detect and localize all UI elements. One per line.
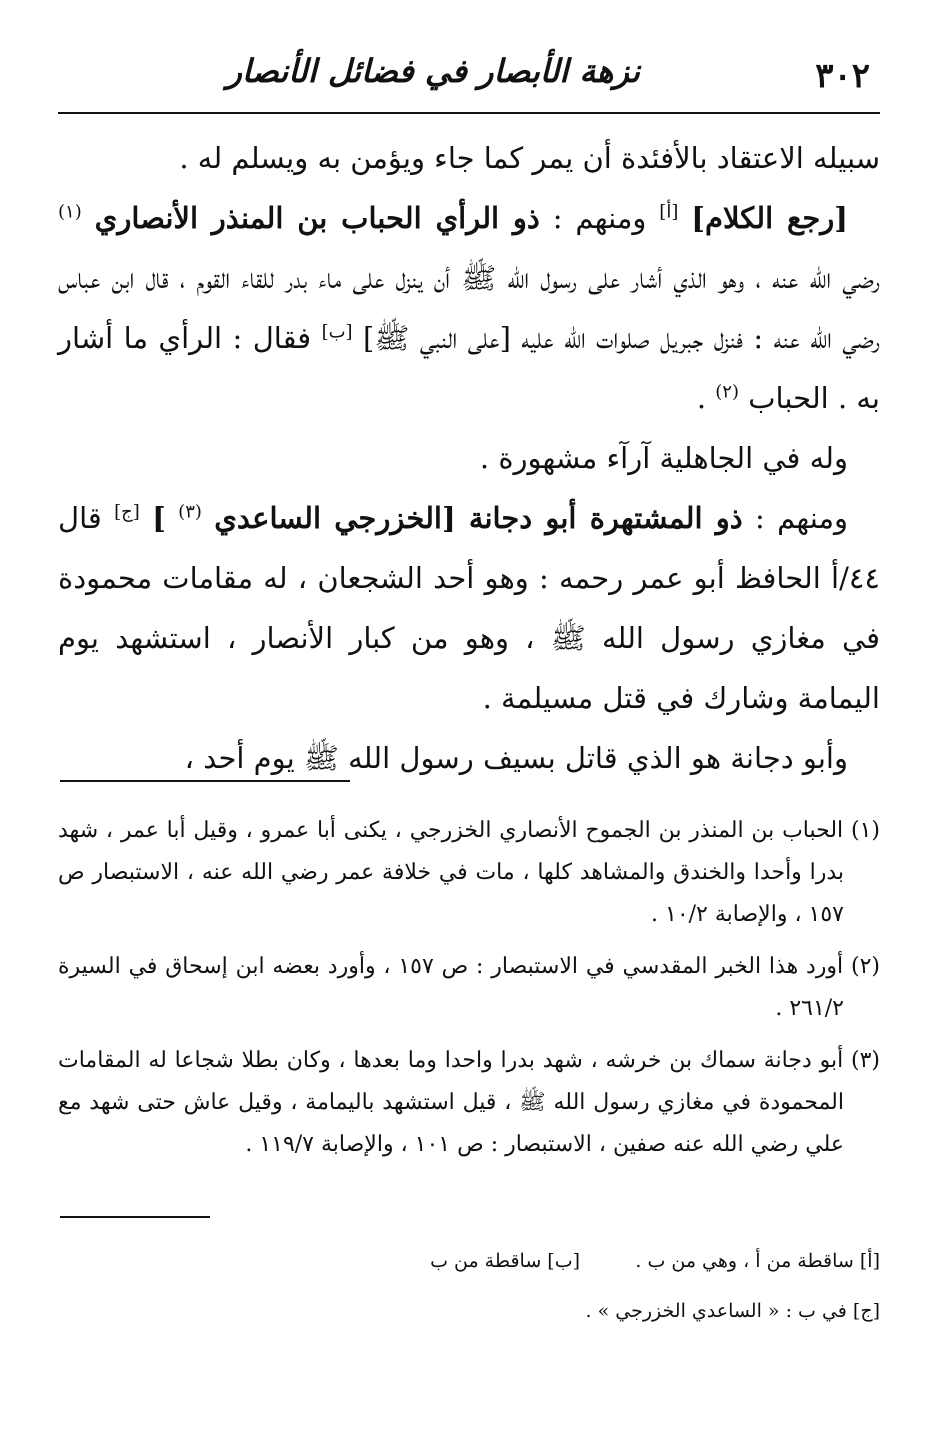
running-title: نزهة الأبصار في فضائل الأنصار bbox=[226, 52, 640, 90]
bold-heading: ذو الرأي الحباب بن المنذر الأنصاري bbox=[94, 201, 540, 235]
main-text bbox=[58, 128, 880, 788]
bold-heading: ذو المشتهرة أبو دجانة [الخزرجي الساعدي bbox=[214, 501, 743, 535]
variants-row bbox=[58, 1286, 880, 1336]
paragraph-5 bbox=[58, 728, 880, 788]
editorial-bracket: [رجع الكلام] bbox=[691, 201, 849, 235]
footnote-marker: (٢) bbox=[715, 381, 739, 403]
text-run: ومنهم : bbox=[539, 201, 647, 235]
paragraph-3 bbox=[58, 428, 880, 488]
footnote-3: (٣) أبو دجانة سماك بن خرشه ، شهد بدرا واحدا وما بعدها ، وكان بطلا شجاعا له المقامات المحمودة في مغازي رسول الله ﷺ ، قيل استشهد باليمامة ، وقيل عاش حتى شهد مع علي رضي الله عنه صفين ، الاستبصار : ص ١٠١ ، والإصابة ١١٩/٧ . bbox=[58, 1048, 880, 1157]
variant-note-b: [ب] ساقطة من ب bbox=[430, 1250, 580, 1272]
footnote-marker: (٣) bbox=[178, 501, 202, 523]
page-number: ٣٠٢ bbox=[815, 56, 870, 96]
text-run: قال ٤٤/أ الحافظ أبو عمر رحمه : وهو أحد الشجعان ، له مقامات محمودة في مغازي رسول الله ﷺ ، وهو من كبار الأنصار ، استشهد يوم اليمامة وشارك في قتل مسيلمة . bbox=[58, 501, 880, 715]
editorial-bracket: ] bbox=[152, 501, 166, 535]
text-run: وأبو دجانة هو الذي قاتل بسيف رسول الله ﷺ يوم أحد ، bbox=[184, 741, 848, 775]
footnote-marker: (١) bbox=[58, 201, 82, 223]
paragraph-2 bbox=[58, 188, 880, 428]
text-run: رضي الله عنه ، وهو الذي أشار على رسول الله ﷺ أن ينزل على ماء بدر للقاء القوم ، قال ابن عباس رضي الله عنه : فنزل جبريل صلوات الله عليه [على النبي ﷺ] bbox=[58, 261, 880, 355]
variant-marker: [أ] bbox=[659, 201, 679, 223]
text-run: . bbox=[696, 381, 707, 415]
paragraph-4 bbox=[58, 488, 880, 728]
manuscript-variants bbox=[58, 1236, 880, 1336]
footnote-separator bbox=[60, 780, 350, 782]
variants-row bbox=[58, 1236, 880, 1286]
variant-note-a: [أ] ساقطة من أ ، وهي من ب . bbox=[635, 1250, 880, 1272]
text-line: سبيله الاعتقاد بالأفئدة أن يمر كما جاء ويؤمن به ويسلم له . bbox=[179, 141, 880, 175]
footnote-2: (٢) أورد هذا الخبر المقدسي في الاستبصار : ص ١٥٧ ، وأورد بعضه ابن إسحاق في السيرة ٢٦١/٢ . bbox=[58, 954, 880, 1021]
variant-note-c: [ج] في ب : « الساعدي الخزرجي » . bbox=[585, 1300, 880, 1322]
text-run: ومنهم : bbox=[742, 501, 849, 535]
footnotes bbox=[58, 810, 880, 1176]
header-rule bbox=[58, 112, 880, 114]
variant-marker: [ج] bbox=[114, 501, 140, 523]
text-run: فقال : الرأي ما أشار به . الحباب bbox=[58, 321, 880, 415]
variants-separator bbox=[60, 1216, 210, 1218]
text-run: وله في الجاهلية آرآء مشهورة . bbox=[479, 441, 848, 475]
paragraph-1 bbox=[58, 128, 880, 188]
variant-marker: [ب] bbox=[321, 321, 353, 343]
running-head bbox=[0, 38, 940, 108]
footnote-1: (١) الحباب بن المنذر بن الجموح الأنصاري الخزرجي ، يكنى أبا عمرو ، وقيل أبا عمر ، شهد بدرا وأحدا والخندق والمشاهد كلها ، مات في خلافة عمر رضي الله عنه ، الاستبصار ص ١٥٧ ، والإصابة ١٠/٢ . bbox=[58, 818, 880, 927]
